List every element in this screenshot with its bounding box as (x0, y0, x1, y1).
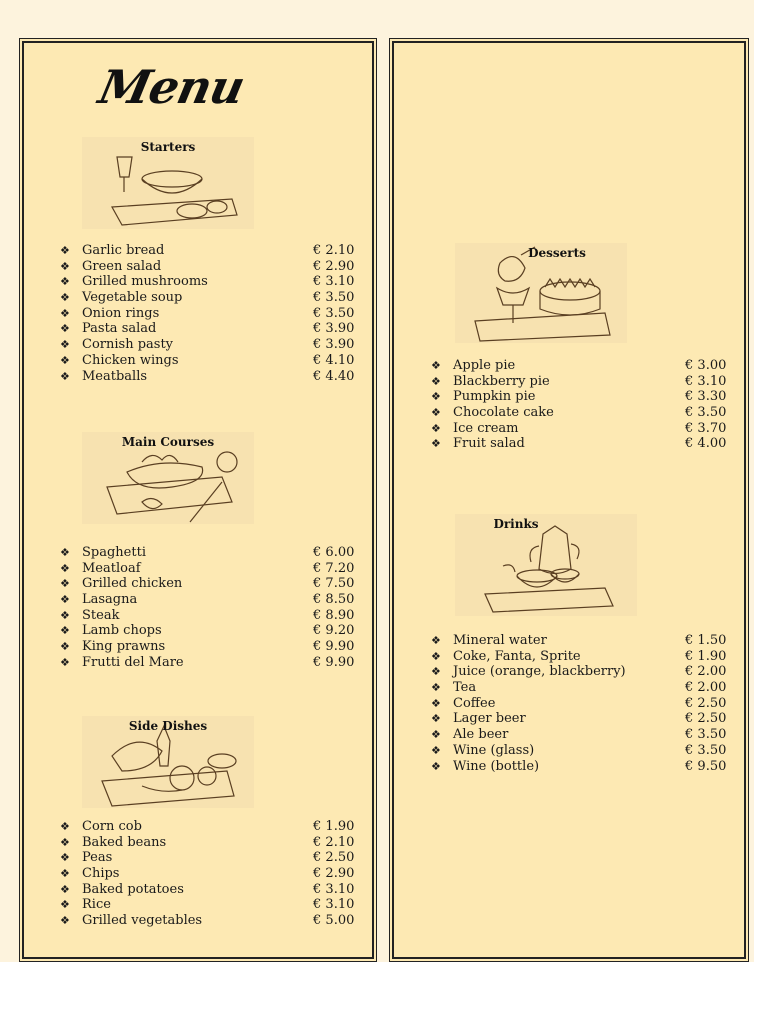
main-courses-illustration (82, 432, 254, 524)
menu-item-price (685, 711, 726, 727)
price-value: 6.00 (325, 545, 355, 560)
currency-symbol: € (685, 648, 694, 664)
bullet-icon: ❖ (431, 634, 441, 647)
menu-item-name: Baked beans (82, 834, 167, 850)
desserts-heading: Desserts (528, 246, 586, 260)
currency-symbol: € (685, 727, 694, 743)
menu-item-price (313, 259, 354, 275)
menu-item (60, 639, 360, 655)
currency-symbol: € (313, 368, 322, 384)
currency-symbol: € (313, 560, 322, 576)
menu-item (431, 436, 731, 452)
menu-item-price (313, 913, 354, 929)
menu-item (431, 727, 731, 743)
bullet-icon: ❖ (60, 306, 70, 320)
price-value: 1.50 (697, 633, 727, 648)
menu-item-name: Grilled chicken (82, 576, 183, 592)
menu-item (60, 850, 360, 866)
drinks-list (431, 633, 731, 774)
currency-symbol: € (313, 819, 322, 834)
price-value: 2.50 (325, 850, 355, 866)
menu-item-name: Corn cob (82, 819, 142, 834)
currency-symbol: € (685, 758, 694, 774)
menu-item-price (685, 649, 726, 665)
price-value: 3.50 (697, 405, 727, 421)
main-courses-list (60, 545, 360, 671)
price-value: 8.90 (325, 607, 355, 623)
currency-symbol: € (313, 639, 322, 655)
bullet-icon: ❖ (60, 353, 70, 367)
menu-item-price (685, 358, 726, 374)
menu-item-price (685, 389, 726, 405)
menu-item-name: Grilled vegetables (82, 913, 203, 929)
menu-item-price (313, 882, 354, 898)
menu-item-name: Lager beer (453, 711, 526, 727)
menu-item (431, 680, 731, 696)
menu-item-name: Frutti del Mare (82, 654, 184, 670)
currency-symbol: € (685, 405, 694, 421)
price-value: 2.90 (325, 258, 355, 274)
price-value: 9.90 (325, 654, 355, 670)
bullet-icon: ❖ (60, 835, 70, 849)
bullet-icon: ❖ (431, 359, 441, 372)
menu-item-name: Spaghetti (82, 545, 146, 560)
currency-symbol: € (685, 373, 694, 389)
currency-symbol: € (685, 420, 694, 436)
menu-item-name: Baked potatoes (82, 881, 184, 897)
currency-symbol: € (313, 592, 322, 608)
price-value: 9.50 (697, 758, 727, 774)
bullet-icon: ❖ (60, 851, 70, 865)
menu-item-name: Tea (453, 680, 477, 696)
menu-item (431, 649, 731, 665)
menu-item (60, 337, 360, 353)
price-value: 3.50 (697, 742, 727, 758)
currency-symbol: € (313, 850, 322, 866)
desserts-illustration (455, 243, 627, 343)
currency-symbol: € (313, 258, 322, 274)
menu-item-name: Mineral water (453, 633, 547, 648)
price-value: 3.70 (697, 420, 727, 436)
currency-symbol: € (313, 881, 322, 897)
right-panel (392, 41, 746, 959)
menu-item-price (685, 680, 726, 696)
menu-item (431, 421, 731, 437)
price-value: 2.10 (325, 243, 355, 258)
price-value: 2.00 (697, 680, 727, 696)
menu-item-price (313, 321, 354, 337)
bullet-icon: ❖ (431, 649, 441, 663)
bullet-icon: ❖ (60, 275, 70, 289)
currency-symbol: € (685, 358, 694, 373)
bullet-icon: ❖ (431, 421, 441, 435)
currency-symbol: € (313, 913, 322, 929)
bullet-icon: ❖ (60, 898, 70, 912)
currency-symbol: € (685, 633, 694, 648)
menu-item (60, 306, 360, 322)
currency-symbol: € (313, 290, 322, 306)
menu-item-price (313, 592, 354, 608)
starters-list (60, 243, 360, 384)
menu-item (60, 897, 360, 913)
currency-symbol: € (313, 607, 322, 623)
currency-symbol: € (685, 389, 694, 405)
menu-item-price (685, 696, 726, 712)
menu-item (60, 274, 360, 290)
menu-title: Menu (94, 60, 249, 114)
price-value: 3.50 (325, 290, 355, 306)
currency-symbol: € (685, 711, 694, 727)
menu-item-price (313, 545, 354, 561)
price-value: 3.10 (325, 897, 355, 913)
menu-item-price (313, 850, 354, 866)
drinks-heading: Drinks (493, 517, 539, 531)
bullet-icon: ❖ (431, 665, 441, 679)
menu-item-name: Ice cream (453, 420, 519, 436)
side-dishes-illustration (82, 716, 254, 808)
menu-item-name: Peas (82, 850, 113, 866)
menu-item-name: Onion rings (82, 305, 160, 321)
menu-item (431, 696, 731, 712)
menu-item-price (313, 243, 354, 259)
bullet-icon: ❖ (431, 390, 441, 404)
bullet-icon: ❖ (60, 867, 70, 881)
menu-item (60, 819, 360, 835)
price-value: 2.00 (697, 664, 727, 680)
menu-item-price (685, 664, 726, 680)
menu-item-name: Green salad (82, 258, 162, 274)
menu-item (60, 835, 360, 851)
price-value: 7.50 (325, 576, 355, 592)
menu-item-name: Vegetable soup (82, 290, 183, 306)
drinks-illustration (455, 514, 637, 616)
price-value: 3.90 (325, 321, 355, 337)
menu-item (60, 259, 360, 275)
menu-item-price (685, 405, 726, 421)
menu-item-name: Rice (82, 897, 111, 913)
bullet-icon: ❖ (60, 259, 70, 273)
bullet-icon: ❖ (60, 624, 70, 638)
currency-symbol: € (313, 274, 322, 290)
menu-item-price (313, 290, 354, 306)
menu-item-name: Meatloaf (82, 560, 141, 576)
menu-item-price (313, 623, 354, 639)
menu-item (431, 374, 731, 390)
bullet-icon: ❖ (60, 820, 70, 833)
menu-item-name: Fruit salad (453, 436, 525, 452)
bullet-icon: ❖ (431, 681, 441, 695)
menu-item-price (313, 655, 354, 671)
menu-item-name: Juice (orange, blackberry) (453, 664, 626, 680)
menu-item (60, 545, 360, 561)
currency-symbol: € (685, 695, 694, 711)
currency-symbol: € (313, 545, 322, 560)
price-value: 3.90 (325, 337, 355, 353)
menu-item-name: Pasta salad (82, 321, 157, 337)
menu-item-price (313, 608, 354, 624)
bullet-icon: ❖ (431, 406, 441, 420)
currency-symbol: € (685, 742, 694, 758)
currency-symbol: € (313, 576, 322, 592)
price-value: 8.50 (325, 592, 355, 608)
currency-symbol: € (313, 305, 322, 321)
menu-item (431, 743, 731, 759)
menu-item-name: Lasagna (82, 592, 138, 608)
menu-item-name: Garlic bread (82, 243, 165, 258)
menu-item-price (313, 835, 354, 851)
price-value: 3.30 (697, 389, 727, 405)
price-value: 5.00 (325, 913, 355, 929)
bullet-icon: ❖ (60, 546, 70, 559)
menu-item-price (685, 727, 726, 743)
bullet-icon: ❖ (431, 728, 441, 742)
bullet-icon: ❖ (431, 759, 441, 773)
menu-item-price (313, 369, 354, 385)
price-value: 3.10 (697, 373, 727, 389)
menu-item (60, 623, 360, 639)
price-value: 7.20 (325, 560, 355, 576)
bullet-icon: ❖ (431, 437, 441, 451)
menu-item (60, 290, 360, 306)
menu-item-name: Coffee (453, 695, 496, 711)
menu-item-name: Ale beer (453, 727, 509, 743)
price-value: 2.10 (325, 834, 355, 850)
currency-symbol: € (313, 623, 322, 639)
menu-item-name: King prawns (82, 639, 166, 655)
menu-item (60, 655, 360, 671)
bullet-icon: ❖ (60, 882, 70, 896)
menu-item (60, 353, 360, 369)
menu-item-name: Grilled mushrooms (82, 274, 208, 290)
desserts-list (431, 358, 731, 452)
menu-item-price (313, 576, 354, 592)
menu-item-name: Chicken wings (82, 352, 179, 368)
menu-item (431, 358, 731, 374)
currency-symbol: € (313, 337, 322, 353)
menu-item-name: Coke, Fanta, Sprite (453, 648, 581, 664)
menu-item-name: Meatballs (82, 368, 148, 384)
currency-symbol: € (313, 321, 322, 337)
menu-item-price (685, 759, 726, 775)
price-value: 4.40 (325, 368, 355, 384)
menu-item-name: Steak (82, 607, 120, 623)
menu-item-name: Blackberry pie (453, 373, 550, 389)
price-value: 9.20 (325, 623, 355, 639)
menu-item-price (313, 306, 354, 322)
menu-item-name: Pumpkin pie (453, 389, 536, 405)
menu-item-price (313, 353, 354, 369)
currency-symbol: € (685, 436, 694, 452)
price-value: 4.00 (697, 436, 727, 452)
bullet-icon: ❖ (60, 640, 70, 654)
bullet-icon: ❖ (60, 655, 70, 669)
price-value: 3.50 (325, 305, 355, 321)
menu-item-price (685, 633, 726, 649)
price-value: 2.90 (325, 866, 355, 882)
menu-item-price (685, 421, 726, 437)
menu-item-name: Lamb chops (82, 623, 162, 639)
price-value: 3.10 (325, 881, 355, 897)
menu-item-price (313, 639, 354, 655)
menu-item-name: Apple pie (453, 358, 516, 373)
price-value: 3.50 (697, 727, 727, 743)
menu-item (60, 592, 360, 608)
bullet-icon: ❖ (60, 244, 70, 257)
menu-item-name: Wine (bottle) (453, 758, 540, 774)
menu-item (431, 633, 731, 649)
menu-item (60, 576, 360, 592)
menu-item-price (685, 743, 726, 759)
bullet-icon: ❖ (60, 577, 70, 591)
bullet-icon: ❖ (60, 593, 70, 607)
starters-heading: Starters (140, 140, 196, 154)
currency-symbol: € (313, 866, 322, 882)
bullet-icon: ❖ (431, 712, 441, 726)
menu-item-name: Chocolate cake (453, 405, 554, 421)
bullet-icon: ❖ (60, 561, 70, 575)
price-value: 3.10 (325, 274, 355, 290)
price-value: 1.90 (325, 819, 355, 834)
side-dishes-heading: Side Dishes (128, 719, 208, 733)
bullet-icon: ❖ (60, 369, 70, 383)
currency-symbol: € (685, 664, 694, 680)
currency-symbol: € (685, 680, 694, 696)
bullet-icon: ❖ (431, 743, 441, 757)
menu-item (60, 913, 360, 929)
menu-item-name: Wine (glass) (453, 742, 535, 758)
menu-item (431, 711, 731, 727)
menu-item (431, 389, 731, 405)
currency-symbol: € (313, 834, 322, 850)
menu-item-price (685, 436, 726, 452)
price-value: 4.10 (325, 352, 355, 368)
menu-item-price (313, 274, 354, 290)
price-value: 2.50 (697, 711, 727, 727)
menu-item-price (313, 561, 354, 577)
price-value: 3.00 (697, 358, 727, 373)
bullet-icon: ❖ (60, 291, 70, 305)
menu-item-price (685, 374, 726, 390)
bullet-icon: ❖ (60, 608, 70, 622)
menu-item (431, 759, 731, 775)
menu-item-price (313, 897, 354, 913)
menu-item (431, 405, 731, 421)
currency-symbol: € (313, 243, 322, 258)
menu-item (60, 369, 360, 385)
currency-symbol: € (313, 654, 322, 670)
starters-illustration (82, 137, 254, 229)
bullet-icon: ❖ (431, 374, 441, 388)
price-value: 9.90 (325, 639, 355, 655)
menu-item-name: Chips (82, 866, 120, 882)
bullet-icon: ❖ (60, 322, 70, 336)
menu-item (60, 882, 360, 898)
menu-item-price (313, 819, 354, 835)
bullet-icon: ❖ (60, 914, 70, 928)
menu-item-price (313, 866, 354, 882)
menu-item (60, 561, 360, 577)
currency-symbol: € (313, 897, 322, 913)
menu-item-price (313, 337, 354, 353)
bullet-icon: ❖ (60, 338, 70, 352)
price-value: 1.90 (697, 648, 727, 664)
price-value: 2.50 (697, 695, 727, 711)
menu-item (60, 608, 360, 624)
bullet-icon: ❖ (431, 696, 441, 710)
menu-item (431, 664, 731, 680)
currency-symbol: € (313, 352, 322, 368)
main-courses-heading: Main Courses (121, 435, 215, 449)
menu-item (60, 243, 360, 259)
menu-item-name: Cornish pasty (82, 337, 174, 353)
side-dishes-list (60, 819, 360, 929)
menu-item (60, 866, 360, 882)
menu-item (60, 321, 360, 337)
